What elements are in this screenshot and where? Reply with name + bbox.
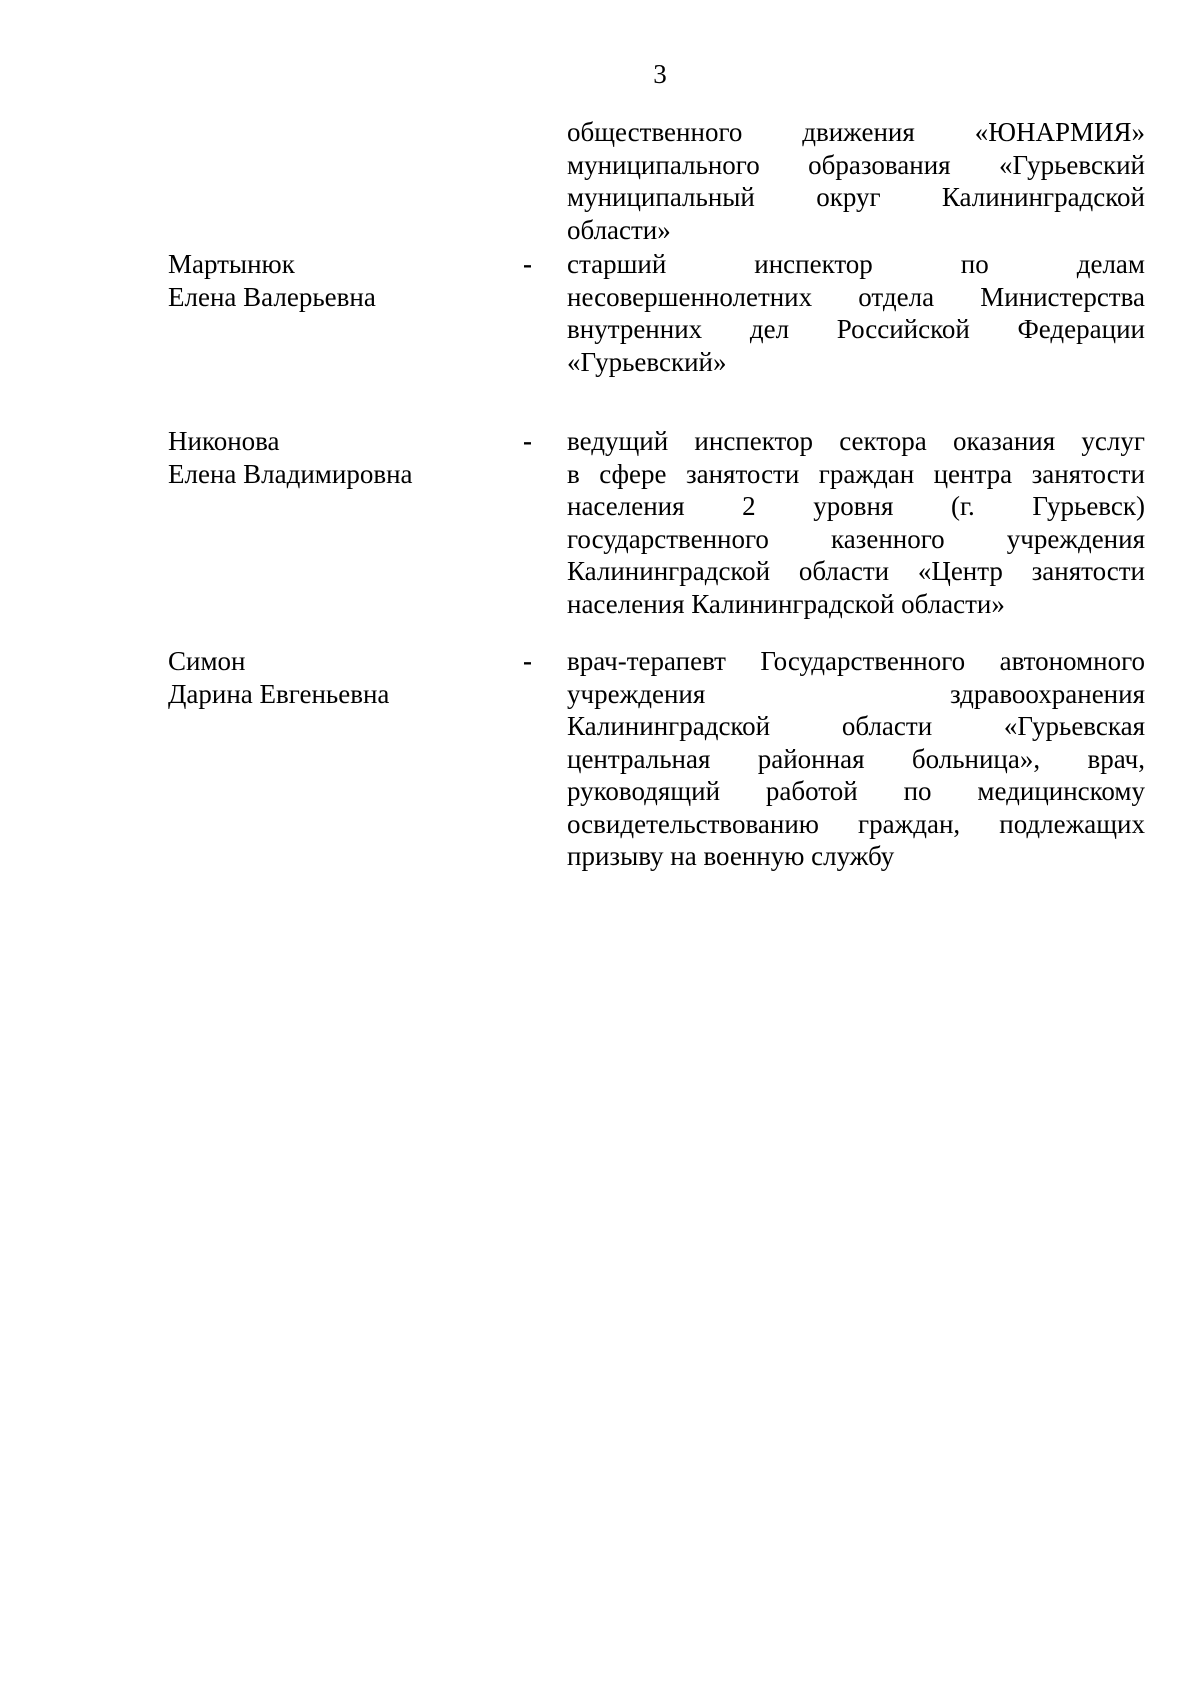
word: занятости bbox=[1031, 458, 1145, 489]
word: оказания bbox=[952, 426, 1056, 456]
word: освидетельствованию bbox=[567, 808, 819, 839]
word: инспектор bbox=[694, 426, 813, 456]
text-line bbox=[567, 555, 1145, 588]
continuation-text bbox=[567, 116, 1145, 246]
word: казенного bbox=[830, 523, 945, 554]
word: автономного bbox=[999, 646, 1145, 676]
word: центра bbox=[933, 458, 1013, 489]
word: граждан, bbox=[858, 808, 961, 839]
word: врач-терапевт bbox=[567, 646, 726, 676]
text-line bbox=[567, 645, 1145, 678]
word: врач, bbox=[1087, 743, 1145, 774]
word: работой bbox=[765, 776, 858, 806]
word: инспектор bbox=[754, 249, 873, 279]
member-surname: Никонова bbox=[168, 426, 280, 456]
word: образования bbox=[808, 149, 951, 180]
word: занятости bbox=[1031, 556, 1145, 586]
text-line bbox=[567, 490, 1145, 523]
word: Калининградской bbox=[567, 556, 771, 586]
word: области bbox=[798, 556, 890, 586]
word: движения bbox=[802, 117, 915, 147]
word: внутренних bbox=[567, 314, 703, 344]
word: районная bbox=[757, 743, 865, 774]
word: 2 bbox=[742, 491, 756, 521]
member-surname: Мартынюк bbox=[168, 249, 295, 279]
word: отдела bbox=[858, 281, 935, 312]
word: области bbox=[841, 711, 933, 741]
word: государственного bbox=[567, 523, 769, 554]
word: Государственного bbox=[760, 646, 966, 676]
word: здравоохранения bbox=[949, 678, 1145, 709]
text-line bbox=[567, 808, 1145, 841]
member-name bbox=[168, 645, 389, 710]
text-line: области» bbox=[567, 214, 671, 245]
text-line bbox=[567, 248, 1145, 281]
page-number: 3 bbox=[653, 59, 667, 89]
text-line: призыву на военную службу bbox=[567, 841, 895, 871]
word: «Гурьевский bbox=[999, 149, 1145, 180]
word: Гурьевск) bbox=[1032, 491, 1145, 521]
word: учреждения bbox=[567, 678, 706, 709]
member-position bbox=[567, 248, 1145, 378]
word: сектора bbox=[839, 426, 927, 456]
dash-separator: - bbox=[523, 249, 532, 279]
word: (г. bbox=[951, 491, 975, 521]
word: муниципального bbox=[567, 149, 760, 180]
word: Министерства bbox=[980, 281, 1145, 312]
word: округ bbox=[816, 182, 881, 212]
word: центральная bbox=[567, 743, 711, 774]
member-position bbox=[567, 425, 1145, 620]
word: подлежащих bbox=[999, 808, 1145, 839]
text-line bbox=[567, 181, 1145, 214]
member-given-names: Елена Владимировна bbox=[168, 458, 413, 489]
word: по bbox=[960, 249, 989, 279]
word: сфере bbox=[599, 458, 667, 489]
word: Федерации bbox=[1017, 314, 1145, 344]
word: учреждения bbox=[1006, 523, 1145, 554]
word: занятости bbox=[685, 458, 800, 489]
word: медицинскому bbox=[977, 776, 1145, 806]
word: Калининградской bbox=[941, 182, 1145, 212]
word: «ЮНАРМИЯ» bbox=[974, 117, 1145, 147]
word: дел bbox=[749, 314, 790, 344]
member-surname: Симон bbox=[168, 646, 246, 676]
text-line bbox=[567, 458, 1145, 491]
text-line bbox=[567, 678, 1145, 711]
text-line: «Гурьевский» bbox=[567, 346, 727, 377]
text-line bbox=[567, 775, 1145, 808]
member-name bbox=[168, 248, 376, 313]
member-given-names: Елена Валерьевна bbox=[168, 281, 376, 312]
word: старший bbox=[567, 249, 667, 279]
text-line bbox=[567, 313, 1145, 346]
word: населения bbox=[567, 491, 685, 521]
dash-separator: - bbox=[523, 426, 532, 456]
member-given-names: Дарина Евгеньевна bbox=[168, 678, 390, 709]
word: ведущий bbox=[567, 426, 669, 456]
word: Российской bbox=[836, 314, 970, 344]
word: услуг bbox=[1081, 426, 1145, 456]
word: делам bbox=[1076, 249, 1145, 279]
member-position bbox=[567, 645, 1145, 873]
word: «Гурьевская bbox=[1003, 711, 1145, 741]
text-line bbox=[567, 523, 1145, 556]
word: муниципальный bbox=[567, 182, 755, 212]
word: уровня bbox=[813, 491, 894, 521]
word: Калининградской bbox=[567, 711, 771, 741]
word: граждан bbox=[818, 458, 915, 489]
word: руководящий bbox=[567, 776, 721, 806]
word: общественного bbox=[567, 117, 743, 147]
text-line bbox=[567, 425, 1145, 458]
text-line bbox=[567, 149, 1145, 182]
word: «Центр bbox=[917, 556, 1003, 586]
text-line: населения Калининградской области» bbox=[567, 588, 1005, 619]
word: больница», bbox=[911, 743, 1041, 774]
member-name bbox=[168, 425, 413, 490]
word: по bbox=[903, 776, 932, 806]
word: несовершеннолетних bbox=[567, 281, 813, 312]
text-line bbox=[567, 743, 1145, 776]
text-line bbox=[567, 116, 1145, 149]
text-line bbox=[567, 710, 1145, 743]
dash-separator: - bbox=[523, 646, 532, 676]
word: в bbox=[567, 458, 580, 489]
text-line bbox=[567, 281, 1145, 314]
